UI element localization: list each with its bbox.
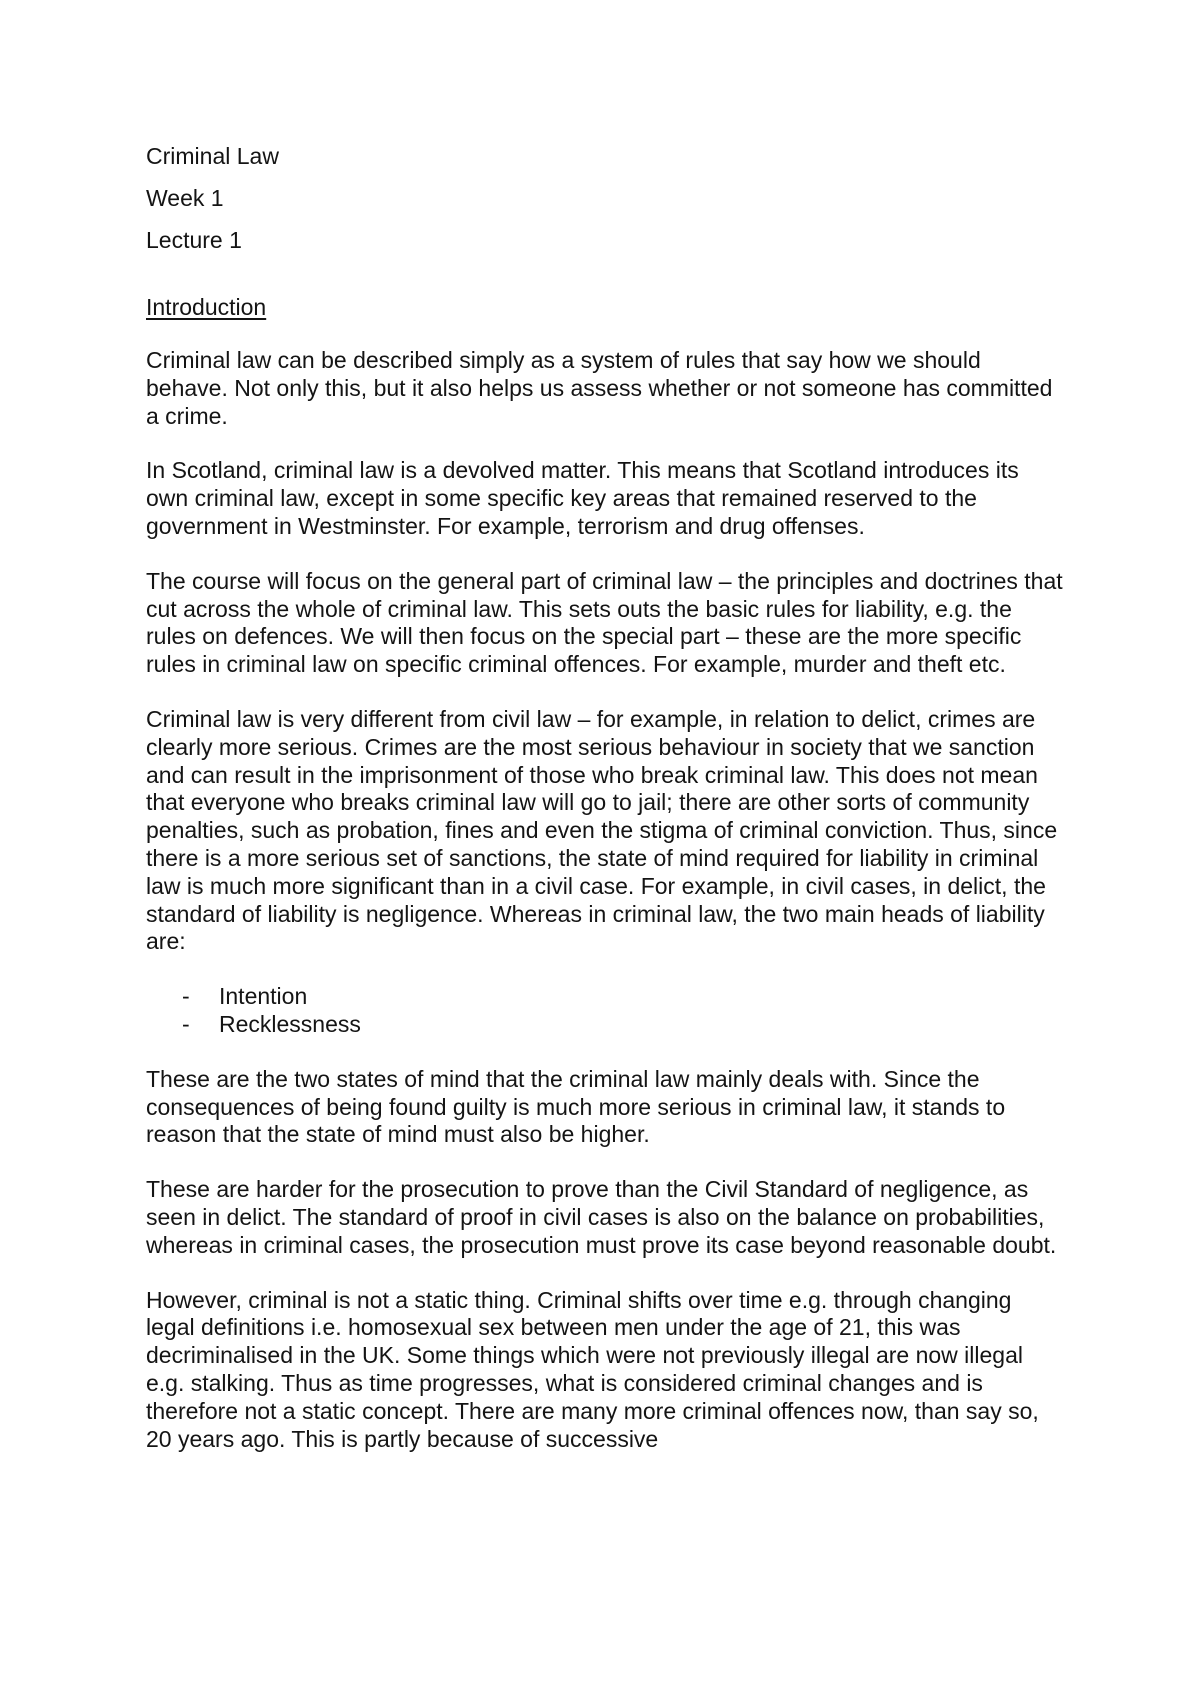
paragraph: The course will focus on the general part of criminal law – the principles and doctrines that cut across the whole of criminal law. This sets outs the basic rules for liability, e.g. the rules on defences. We will then focus on the special part – these are the more specific rules in criminal law on specific criminal offences. For example, murder and theft etc. — [146, 567, 1063, 678]
course-title: Criminal Law — [146, 143, 279, 169]
paragraph: These are harder for the prosecution to prove than the Civil Standard of negligence, as seen in delict. The standard of proof in civil cases is also on the balance on probabilities, whereas in criminal cases, the prosecution must prove its case beyond reasonable doubt. — [146, 1176, 1057, 1258]
document-page — [146, 142, 1066, 1480]
list-dash-marker: - — [182, 1010, 190, 1037]
lecture-label: Lecture 1 — [146, 227, 242, 253]
week-label: Week 1 — [146, 185, 224, 211]
list-item — [146, 983, 1066, 1011]
list-item-text: Recklessness — [219, 1010, 361, 1037]
list-dash-marker: - — [182, 983, 190, 1010]
paragraph: Criminal law is very different from civil law – for example, in relation to delict, crimes are clearly more serious. Crimes are the most serious behaviour in society that we sanction and can result in the imprisonment of those who break criminal law. This does not mean that everyone who breaks criminal law will go to jail; there are other sorts of community penalties, such as probation, fines and even the stigma of criminal conviction. Thus, since there is a more serious set of sanctions, the state of mind required for liability in criminal law is much more significant than in a civil case. For example, in civil cases, in delict, the standard of liability is negligence. Whereas in criminal law, the two main heads of liability are: — [146, 705, 1058, 955]
paragraph: These are the two states of mind that the criminal law mainly deals with. Since the consequences of being found guilty is much more serious in criminal law, it stands to reason that the state of mind must also be higher. — [146, 1065, 1006, 1148]
paragraph: Criminal law can be described simply as a system of rules that say how we should behave. Not only this, but it also helps us assess whether or not someone has committed a crime. — [146, 347, 1053, 429]
paragraph: However, criminal is not a static thing. Criminal shifts over time e.g. through changing legal definitions i.e. homosexual sex between men under the age of 21, this was decriminalised in the UK. Some things which were not previously illegal are now illegal e.g. stalking. Thus as time progresses, what is considered criminal changes and is therefore not a static concept. There are many more criminal offences now, than say so, 20 years ago. This is partly because of successive — [146, 1286, 1039, 1452]
list-item — [146, 1011, 1066, 1039]
list-item-text: Intention — [219, 983, 308, 1010]
section-heading-introduction: Introduction — [146, 294, 267, 320]
liability-heads-list — [146, 983, 1066, 1039]
paragraph: In Scotland, criminal law is a devolved matter. This means that Scotland introduces its own criminal law, except in some specific key areas that remained reserved to the government in Westminster. For example, terrorism and drug offenses. — [146, 457, 1019, 539]
